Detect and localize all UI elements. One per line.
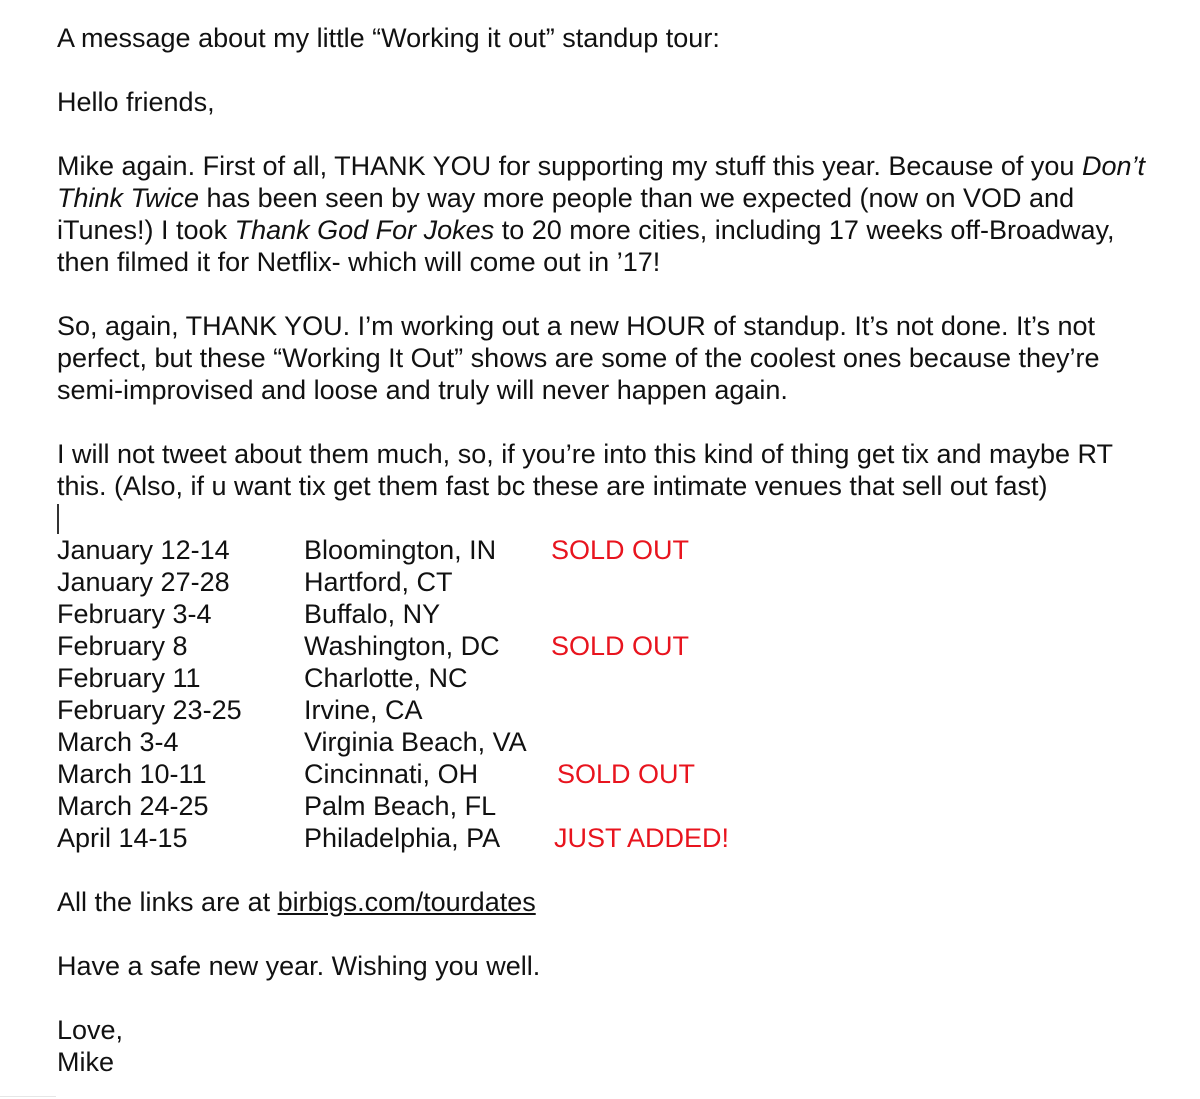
tour-status: SOLD OUT bbox=[551, 535, 690, 565]
tour-city: Washington, DC bbox=[304, 631, 500, 661]
tour-date: January 12-14 bbox=[57, 535, 230, 565]
tour-dates-list bbox=[57, 534, 1157, 854]
tour-city: Virginia Beach, VA bbox=[304, 727, 527, 757]
tour-date: February 8 bbox=[57, 631, 188, 661]
tour-date-row bbox=[57, 694, 1157, 726]
text-cursor-line bbox=[57, 502, 1157, 534]
show-title: Thank God For Jokes bbox=[234, 215, 495, 245]
tour-city: Palm Beach, FL bbox=[304, 791, 497, 821]
tour-date: April 14-15 bbox=[57, 823, 188, 853]
tour-date: February 23-25 bbox=[57, 695, 242, 725]
tour-date: March 3-4 bbox=[57, 727, 179, 757]
tour-date-row bbox=[57, 822, 1157, 854]
tour-city: Bloomington, IN bbox=[304, 535, 497, 565]
paragraph-thanks-part3: to 20 more cities, including 17 weeks off-Broadway, then filmed it for Netflix- which will come out in ’17! bbox=[57, 215, 1115, 277]
closing-line: Have a safe new year. Wishing you well. bbox=[57, 951, 541, 981]
film-title: Don’t Think Twice bbox=[57, 151, 1145, 213]
links-line bbox=[57, 886, 1157, 918]
tour-date: March 24-25 bbox=[57, 791, 209, 821]
tour-city: Philadelphia, PA bbox=[304, 823, 501, 853]
tour-city: Buffalo, NY bbox=[304, 599, 441, 629]
text-cursor bbox=[57, 504, 59, 534]
tour-status: SOLD OUT bbox=[557, 759, 696, 789]
paragraph-tickets: I will not tweet about them much, so, if you’re into this kind of thing get tix and maybe RT this. (Also, if u want tix get them fast bc these are intimate venues that sell out fast) bbox=[57, 439, 1113, 501]
tour-city: Hartford, CT bbox=[304, 567, 453, 597]
signoff-love: Love, bbox=[57, 1015, 124, 1045]
tour-date-row bbox=[57, 566, 1157, 598]
tour-city: Cincinnati, OH bbox=[304, 759, 479, 789]
tour-date: February 11 bbox=[57, 663, 201, 693]
tour-city: Charlotte, NC bbox=[304, 663, 468, 693]
paragraph-new-hour: So, again, THANK YOU. I’m working out a new HOUR of standup. It’s not done. It’s not perfect, but these “Working It Out” shows are some of the coolest ones because they’re semi-improvised and loose and truly will never happen again. bbox=[57, 311, 1100, 405]
tour-date-row bbox=[57, 630, 1157, 662]
tour-date-row bbox=[57, 726, 1157, 758]
tour-date: January 27-28 bbox=[57, 567, 230, 597]
greeting: Hello friends, bbox=[57, 87, 215, 117]
signoff-name: Mike bbox=[57, 1047, 115, 1077]
tour-date-row bbox=[57, 758, 1157, 790]
tour-city: Irvine, CA bbox=[304, 695, 423, 725]
tour-date: February 3-4 bbox=[57, 599, 212, 629]
links-prefix: All the links are at bbox=[57, 887, 278, 917]
tour-status: JUST ADDED! bbox=[554, 823, 730, 853]
tour-date-row bbox=[57, 790, 1157, 822]
tour-date-row bbox=[57, 534, 1157, 566]
tour-date-row bbox=[57, 598, 1157, 630]
message-heading: A message about my little “Working it out” standup tour: bbox=[57, 23, 720, 53]
paragraph-thanks-part2: has been seen by way more people than we expected (now on VOD and iTunes!) I took bbox=[57, 183, 1075, 245]
tour-date-row bbox=[57, 662, 1157, 694]
paragraph-thanks-part1: Mike again. First of all, THANK YOU for supporting my stuff this year. Because of you bbox=[57, 151, 1082, 181]
tour-date: March 10-11 bbox=[57, 759, 207, 789]
paragraph-thanks bbox=[57, 150, 1157, 278]
signoff bbox=[57, 1014, 1157, 1078]
tour-status: SOLD OUT bbox=[551, 631, 690, 661]
tourdates-link[interactable]: birbigs.com/tourdates bbox=[277, 887, 536, 917]
email-body bbox=[57, 22, 1157, 1078]
